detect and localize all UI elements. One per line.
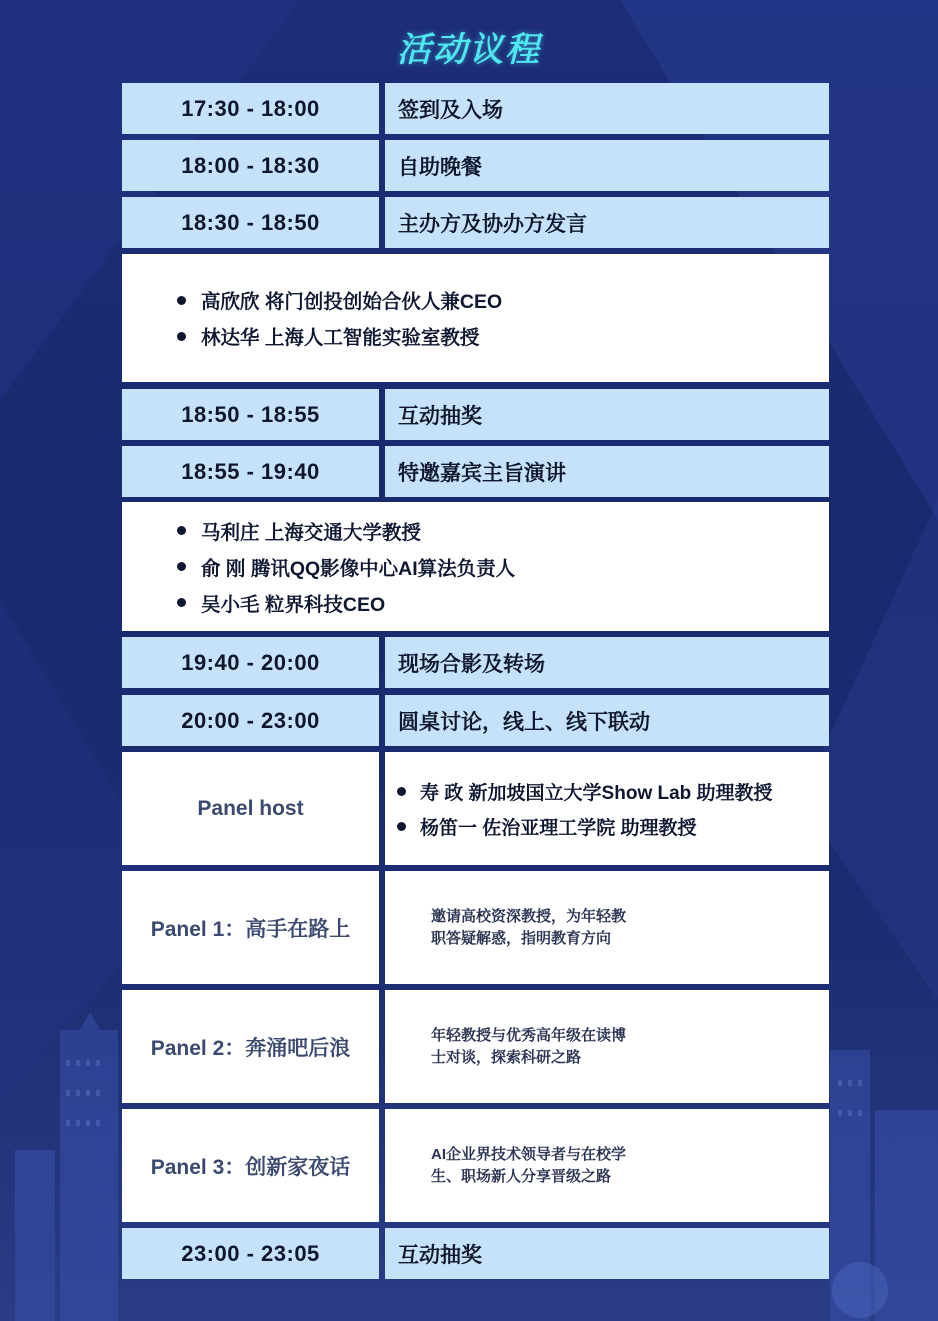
bullet-icon (397, 822, 406, 831)
time-cell: 18:50 - 18:55 (122, 389, 379, 440)
activity-cell: 互动抽奖 (385, 1228, 829, 1279)
panel-label: Panel 2：奔涌吧后浪 (122, 990, 379, 1103)
agenda-row (122, 83, 829, 134)
speaker-text: 林达华 上海人工智能实验室教授 (201, 327, 480, 349)
time-cell: 18:55 - 19:40 (122, 446, 379, 497)
bullet-icon (177, 332, 186, 341)
bullet-icon (397, 787, 406, 796)
time-cell: 18:00 - 18:30 (122, 140, 379, 191)
panel-row (122, 871, 829, 984)
bullet-icon (177, 562, 186, 571)
bullet-icon (177, 598, 186, 607)
time-cell: 19:40 - 20:00 (122, 637, 379, 688)
time-cell: 20:00 - 23:00 (122, 695, 379, 746)
time-cell: 17:30 - 18:00 (122, 83, 379, 134)
agenda-row (122, 446, 829, 497)
speaker-item (177, 549, 515, 585)
speaker-list-cell (122, 502, 829, 631)
speaker-item (177, 282, 502, 318)
speaker-item (177, 513, 421, 549)
activity-cell: 签到及入场 (385, 83, 829, 134)
agenda-row (122, 389, 829, 440)
speaker-text: 高欣欣 将门创投创始合伙人兼CEO (201, 291, 503, 313)
agenda-row (122, 197, 829, 248)
activity-cell: 特邀嘉宾主旨演讲 (385, 446, 829, 497)
panel-label: Panel 1：高手在路上 (122, 871, 379, 984)
speaker-list-cell (122, 254, 829, 382)
speaker-item (177, 585, 385, 621)
host-text: 杨笛一 佐治亚理工学院 助理教授 (420, 817, 697, 839)
activity-cell: 互动抽奖 (385, 389, 829, 440)
agenda-row (122, 637, 829, 688)
agenda-row (122, 140, 829, 191)
panel-description (385, 1109, 829, 1222)
activity-cell: 主办方及协办方发言 (385, 197, 829, 248)
panel-desc-line: 年轻教授与优秀高年级在读博 (431, 1026, 627, 1044)
speaker-text: 俞 刚 腾讯QQ影像中心AI算法负责人 (201, 557, 516, 580)
panel-desc-line: 士对谈，探索科研之路 (431, 1048, 582, 1066)
speaker-text: 吴小毛 粒界科技CEO (201, 593, 386, 616)
speaker-text: 马利庄 上海交通大学教授 (201, 521, 421, 544)
agenda-row (122, 1228, 829, 1279)
activity-cell: 现场合影及转场 (385, 637, 829, 688)
panel-host-list (385, 752, 829, 865)
panel-row (122, 990, 829, 1103)
panel-desc-line: AI企业界技术领导者与在校学 (431, 1145, 627, 1163)
bullet-icon (177, 296, 186, 305)
host-item (397, 809, 697, 844)
panel-desc-line: 邀请高校资深教授，为年轻教 (431, 907, 627, 925)
speaker-list (122, 502, 829, 631)
panel-description (385, 990, 829, 1103)
panel-description (385, 871, 829, 984)
panel-desc-line: 生、职场新人分享晋级之路 (431, 1167, 612, 1185)
time-cell: 23:00 - 23:05 (122, 1228, 379, 1279)
page-title: 活动议程 (397, 31, 541, 69)
panel-row (122, 1109, 829, 1222)
panel-host-label: Panel host (122, 752, 379, 865)
bullet-icon (177, 526, 186, 535)
panel-label: Panel 3：创新家夜话 (122, 1109, 379, 1222)
panel-host-row (122, 752, 829, 865)
activity-cell: 圆桌讨论，线上、线下联动 (385, 695, 829, 746)
panel-desc-line: 职答疑解惑，指明教育方向 (431, 929, 612, 947)
time-cell: 18:30 - 18:50 (122, 197, 379, 248)
host-text: 寿 政 新加坡国立大学Show Lab 助理教授 (420, 782, 773, 804)
speaker-list (122, 254, 829, 382)
host-item (397, 774, 773, 809)
activity-cell: 自助晚餐 (385, 140, 829, 191)
speaker-item (177, 318, 479, 354)
agenda-row (122, 695, 829, 746)
